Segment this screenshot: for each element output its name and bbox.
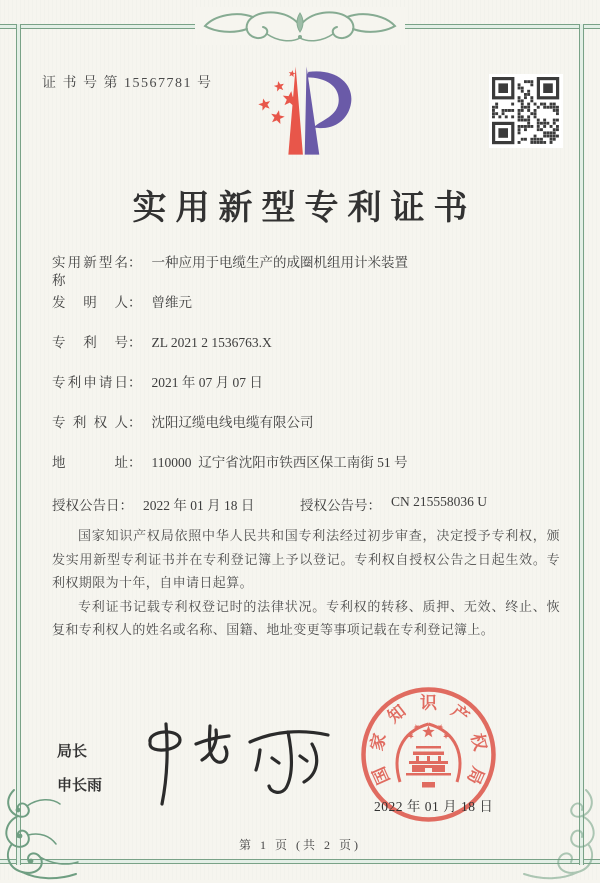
field-value: 沈阳辽缆电线电缆有限公司	[151, 415, 314, 430]
svg-text:识: 识	[420, 693, 437, 713]
logo-red-spike	[288, 66, 303, 154]
logo-purple-wedge	[305, 66, 320, 154]
frame-border-bottom	[0, 859, 600, 864]
field-patentee	[52, 414, 558, 454]
field-patent-number	[52, 334, 558, 374]
field-value: 2022 年 01 月 18 日	[143, 498, 255, 513]
svg-text:产: 产	[447, 701, 473, 727]
frame-border-right	[579, 24, 584, 865]
field-value: ZL 2021 2 1536763.X	[151, 335, 272, 350]
seal-date: 2022 年 01 月 18 日	[374, 799, 494, 814]
field-value: 曾维元	[151, 295, 192, 310]
field-invention-name	[52, 254, 558, 294]
field-filing-date	[52, 374, 558, 414]
field-label: 发明人	[52, 295, 128, 310]
field-label: 授权公告号	[300, 498, 368, 513]
page-number: 第 1 页 (共 2 页)	[239, 838, 361, 852]
svg-text:权: 权	[467, 731, 490, 753]
field-value: 一种应用于电缆生产的成圈机组用计米装置	[151, 255, 408, 270]
field-label: 授权公告日	[52, 498, 120, 513]
signer-name: 申长雨	[57, 778, 103, 794]
field-label: 实用新型名称	[52, 255, 128, 288]
svg-text:家: 家	[367, 731, 390, 753]
svg-text:知: 知	[384, 701, 410, 727]
frame-border-left	[16, 24, 21, 865]
legal-paragraph-1: 国家知识产权局依照中华人民共和国专利法经过初步审查，决定授予专利权，颁发实用新型专利证书并在专利登记簿上予以登记。专利权自授权公告之日起生效。专利权期限为十年，自申请日起算。	[52, 528, 560, 590]
field-address	[52, 454, 558, 494]
signer-title: 局长	[57, 744, 88, 760]
field-label: 地址	[52, 455, 128, 470]
top-flourish-ornament	[195, 7, 405, 45]
field-label: 专利权人	[52, 415, 128, 430]
field-value: 2021 年 07 月 07 日	[151, 375, 263, 390]
document-title: 实用新型专利证书	[132, 190, 477, 227]
signer-block	[57, 740, 102, 795]
field-colon: ：	[128, 455, 142, 470]
svg-text:国: 国	[369, 763, 394, 788]
field-colon: ：	[128, 335, 142, 350]
field-colon: ：	[119, 498, 133, 513]
qr-code	[489, 74, 563, 148]
cnipa-logo	[252, 58, 352, 164]
certificate-number: 证 书 号 第 15567781 号	[42, 76, 213, 91]
seal-national-emblem	[397, 723, 460, 787]
svg-text:局: 局	[463, 763, 488, 788]
field-value: CN 215558036 U	[391, 494, 488, 509]
legal-text	[52, 524, 560, 642]
field-colon: ：	[367, 498, 381, 513]
field-inventor	[52, 294, 558, 334]
field-colon: ：	[128, 415, 142, 430]
field-value: 110000 辽宁省沈阳市铁西区保工南街 51 号	[151, 455, 408, 470]
legal-paragraph-2: 专利证书记载专利权登记时的法律状况。专利权的转移、质押、无效、终止、恢复和专利权人的姓名或名称、国籍、地址变更等事项记载在专利登记簿上。	[52, 598, 560, 637]
field-colon: ：	[128, 255, 142, 270]
director-signature	[132, 718, 347, 810]
field-colon: ：	[128, 295, 142, 310]
field-list	[52, 254, 558, 534]
field-label: 专利申请日	[52, 375, 128, 390]
field-colon: ：	[128, 375, 142, 390]
field-label: 专利号	[52, 335, 128, 350]
